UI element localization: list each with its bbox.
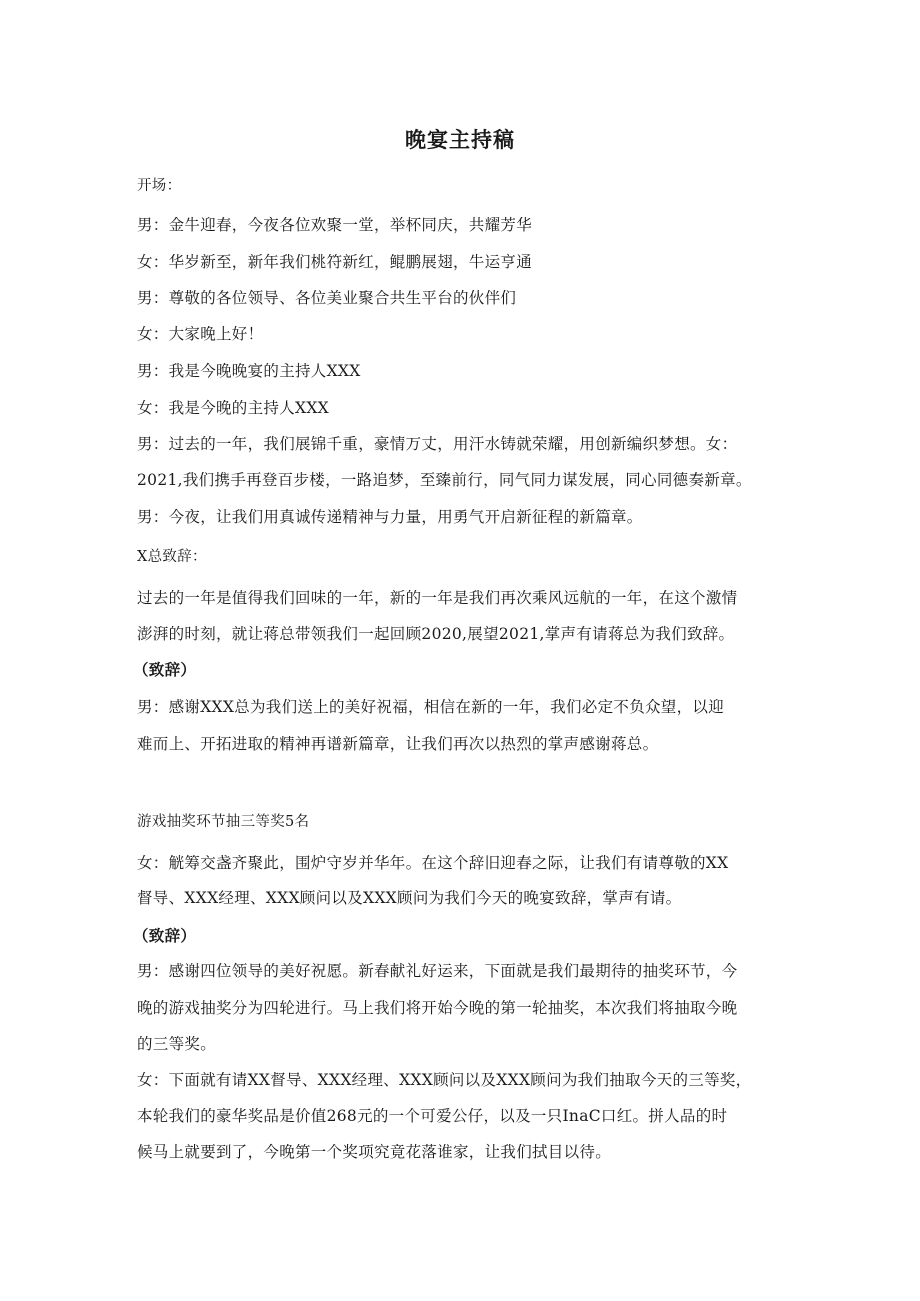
paragraph-line: 男：过去的一年，我们展锦千重，豪情万丈，用汗水铸就荣耀，用创新编织梦想。女： [137,435,738,453]
paragraph-line: 女：觥筹交盏齐聚此，围炉守岁并华年。在这个辞旧迎春之际，让我们有请尊敬的XX [137,854,729,872]
paragraph-line: 过去的一年是值得我们回味的一年，新的一年是我们再次乘风远航的一年，在这个激情 [137,589,738,607]
paragraph-line: 男：感谢XXX总为我们送上的美好祝福，相信在新的一年，我们必定不负众望，以迎 [137,698,725,716]
paragraph-line: 女：我是今晚的主持人XXX [137,399,330,417]
paragraph-line: 男：我是今晚晚宴的主持人XXX [137,362,361,380]
paragraph-line: 女：下面就有请XX督导、XXX经理、XXX顾问以及XXX顾问为我们抽取今天的三等奖， [137,1071,752,1089]
paragraph-line: 女：大家晚上好！ [137,325,264,343]
paragraph-line: 男：今夜，让我们用真诚传递精神与力量，用勇气开启新征程的新篇章。 [137,508,643,526]
paragraph-line: 男：金牛迎春，今夜各位欢聚一堂，举杯同庆，共耀芳华 [137,216,533,234]
paragraph-line: 澎湃的时刻，就让蒋总带领我们一起回顾2020,展望2021,掌声有请蒋总为我们致辞。 [137,625,735,643]
section-heading-lottery: 游戏抽奖环节抽三等奖5名 [137,814,310,830]
paragraph-line: 男：感谢四位领导的美好祝愿。新春献礼好运来，下面就是我们最期待的抽奖环节，今 [137,962,738,980]
paragraph-line: 本轮我们的豪华奖品是价值268元的一个可爱公仔，以及一只InaC口红。拼人品的时 [137,1107,728,1125]
paragraph-line: 候马上就要到了，今晚第一个奖项究竟花落谁家，让我们拭目以待。 [137,1143,612,1161]
stage-direction: （致辞） [133,927,197,945]
paragraph-line: 男：尊敬的各位领导、各位美业聚合共生平台的伙伴们 [137,289,517,307]
paragraph-line: 2021,我们携手再登百步楼，一路追梦，至臻前行，同气同力谋发展，同心同德奏新章。 [137,471,752,489]
paragraph-line: 晚的游戏抽奖分为四轮进行。马上我们将开始今晚的第一轮抽奖，本次我们将抽取今晚 [137,999,738,1017]
stage-direction: （致辞） [133,661,197,679]
section-heading-speech: X总致辞： [137,549,207,565]
paragraph-line: 女：华岁新至，新年我们桃符新红，鲲鹏展翅，牛运亨通 [137,253,533,271]
paragraph-line: 的三等奖。 [137,1035,217,1053]
paragraph-line: 督导、XXX经理、XXX顾问以及XXX顾问为我们今天的晚宴致辞，掌声有请。 [137,889,682,907]
document-title: 晚宴主持稿 [405,128,515,152]
paragraph-line: 难而上、开拓进取的精神再谱新篇章，让我们再次以热烈的掌声感谢蒋总。 [137,735,659,753]
section-heading-opening: 开场： [137,178,182,194]
